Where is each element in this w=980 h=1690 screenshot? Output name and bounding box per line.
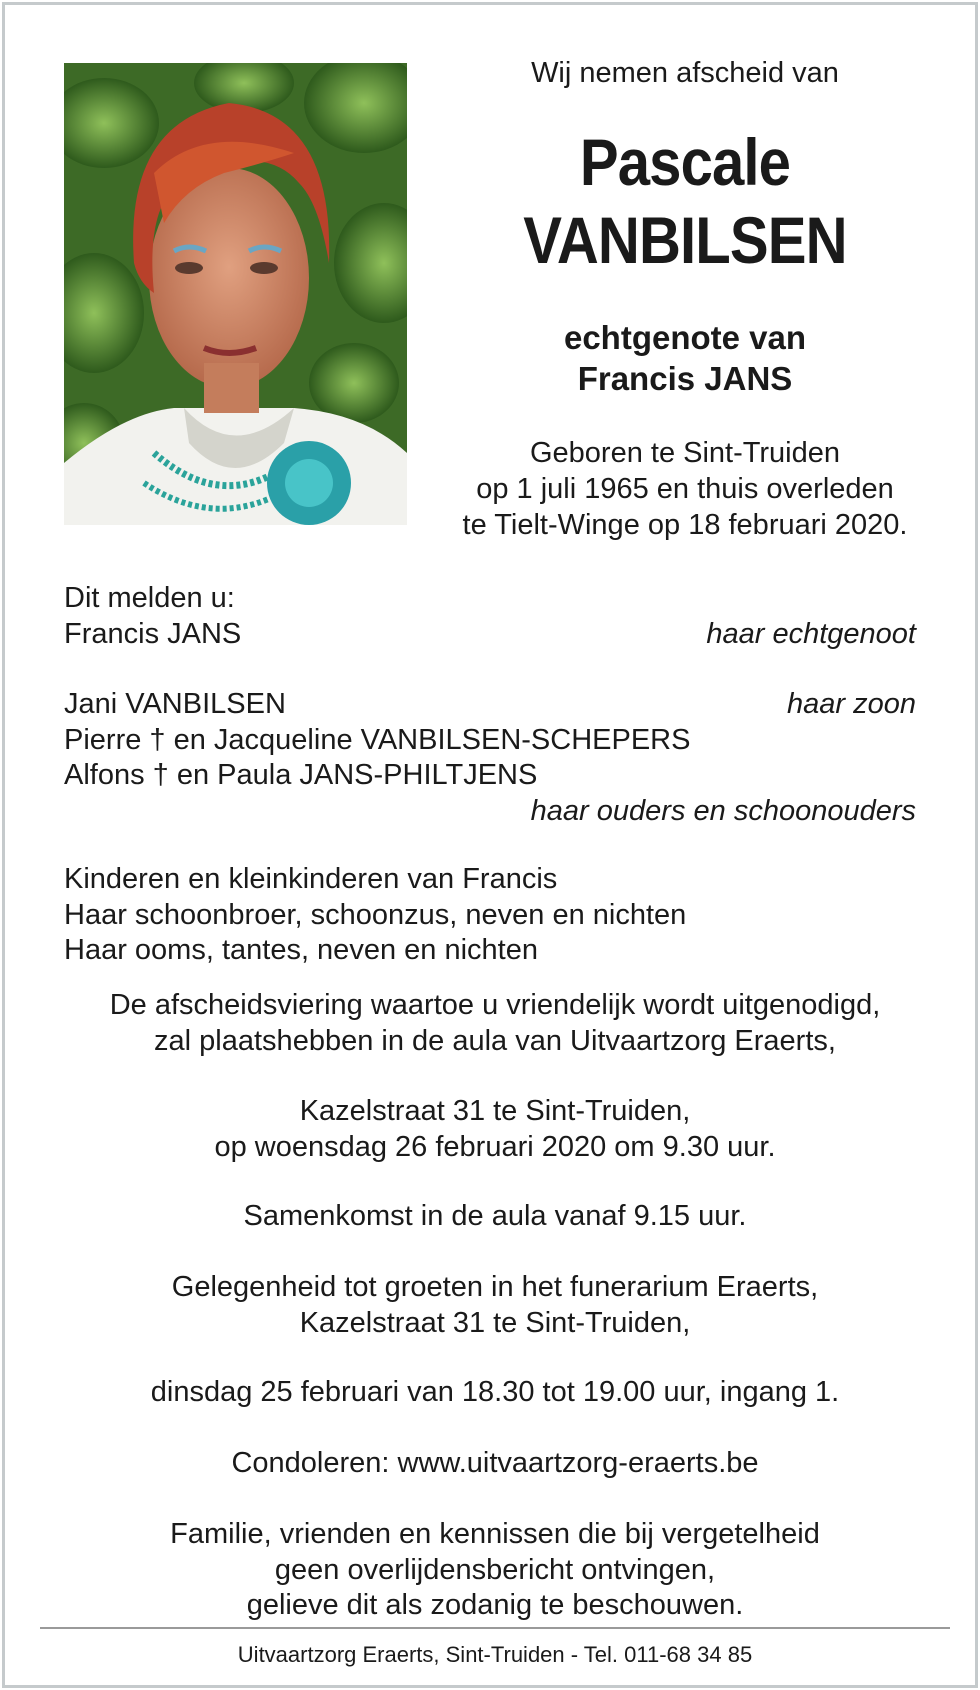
announcer-role: haar echtgenoot (706, 617, 916, 650)
notice-line-3: gelieve dit als zodanig te beschouwen. (246, 1589, 744, 1621)
announcer-row (64, 617, 916, 653)
notice-line-2: geen overlijdensbericht ontvingen, (274, 1553, 716, 1586)
condolences-link[interactable]: Condoleren: www.uitvaartzorg-eraerts.be (231, 1447, 759, 1479)
notice-line-1: Familie, vrienden en kennissen die bij vergetelheid (170, 1518, 820, 1550)
spouse-line-2: Francis JANS (577, 360, 793, 397)
greet-line-2: Kazelstraat 31 te Sint-Truiden, (299, 1306, 691, 1339)
footer-text: Uitvaartzorg Eraerts, Sint-Truiden - Tel. 011-68 34 85 (237, 1642, 753, 1667)
greeting-time: dinsdag 25 februari van 18.30 tot 19.00 uur, ingang 1. (150, 1376, 840, 1408)
last-name: VANBILSEN (523, 203, 847, 277)
announcer-role: haar ouders en schoonouders (530, 794, 916, 827)
born-line-1: Geboren te Sint-Truiden (529, 437, 841, 469)
notice-text (45, 1517, 945, 1624)
born-line-2: op 1 juli 1965 en thuis overleden (476, 473, 894, 505)
ceremony-line-3: Kazelstraat 31 te Sint-Truiden, (299, 1095, 691, 1127)
family-section (64, 687, 916, 829)
portrait-image (64, 63, 407, 525)
announcer-name: Francis JANS (64, 617, 242, 650)
announcer-row (64, 794, 916, 830)
others-line: Haar schoonbroer, schoonzus, neven en nichten (64, 898, 687, 931)
meeting-time: Samenkomst in de aula vanaf 9.15 uur. (243, 1200, 747, 1232)
deceased-name (456, 123, 914, 279)
footer-divider (40, 1627, 950, 1629)
greet-line-1: Gelegenheid tot groeten in het funerarium Eraerts, (171, 1271, 819, 1303)
announcer-role: haar zoon (787, 688, 916, 720)
ceremony-invite (45, 988, 945, 1059)
announcers-intro: Dit melden u: (64, 582, 235, 614)
born-line-3: te Tielt-Winge op 18 februari 2020. (462, 509, 908, 541)
announcer-name: Pierre † en Jacqueline VANBILSEN-SCHEPERS (64, 723, 691, 756)
first-name: Pascale (579, 125, 791, 199)
ceremony-line-2: zal plaatshebben in de aula van Uitvaartzorg Eraerts, (154, 1024, 836, 1057)
announcer-row (64, 687, 916, 723)
ceremony-location (45, 1094, 945, 1165)
obituary-card (2, 2, 978, 1688)
ceremony-line-1: De afscheidsviering waartoe u vriendelijk wordt uitgenodigd, (109, 989, 881, 1021)
intro-text: Wij nemen afscheid van (531, 57, 839, 89)
greeting-info (45, 1270, 945, 1341)
announcer-row (64, 723, 916, 759)
announcer-name: Alfons † en Paula JANS-PHILTJENS (64, 759, 538, 791)
others-line: Kinderen en kleinkinderen van Francis (64, 863, 558, 895)
others-line: Haar ooms, tantes, neven en nichten (64, 934, 538, 966)
ceremony-line-4: op woensdag 26 februari 2020 om 9.30 uur. (214, 1130, 776, 1163)
announcer-name: Jani VANBILSEN (64, 688, 286, 720)
birth-death-info (425, 435, 945, 543)
spouse-line-1: echtgenote van (563, 319, 807, 356)
others-section (64, 862, 916, 969)
spouse-info (425, 317, 945, 399)
announcers-section (64, 581, 916, 652)
announcer-row (64, 758, 916, 794)
portrait-photo (64, 63, 407, 525)
